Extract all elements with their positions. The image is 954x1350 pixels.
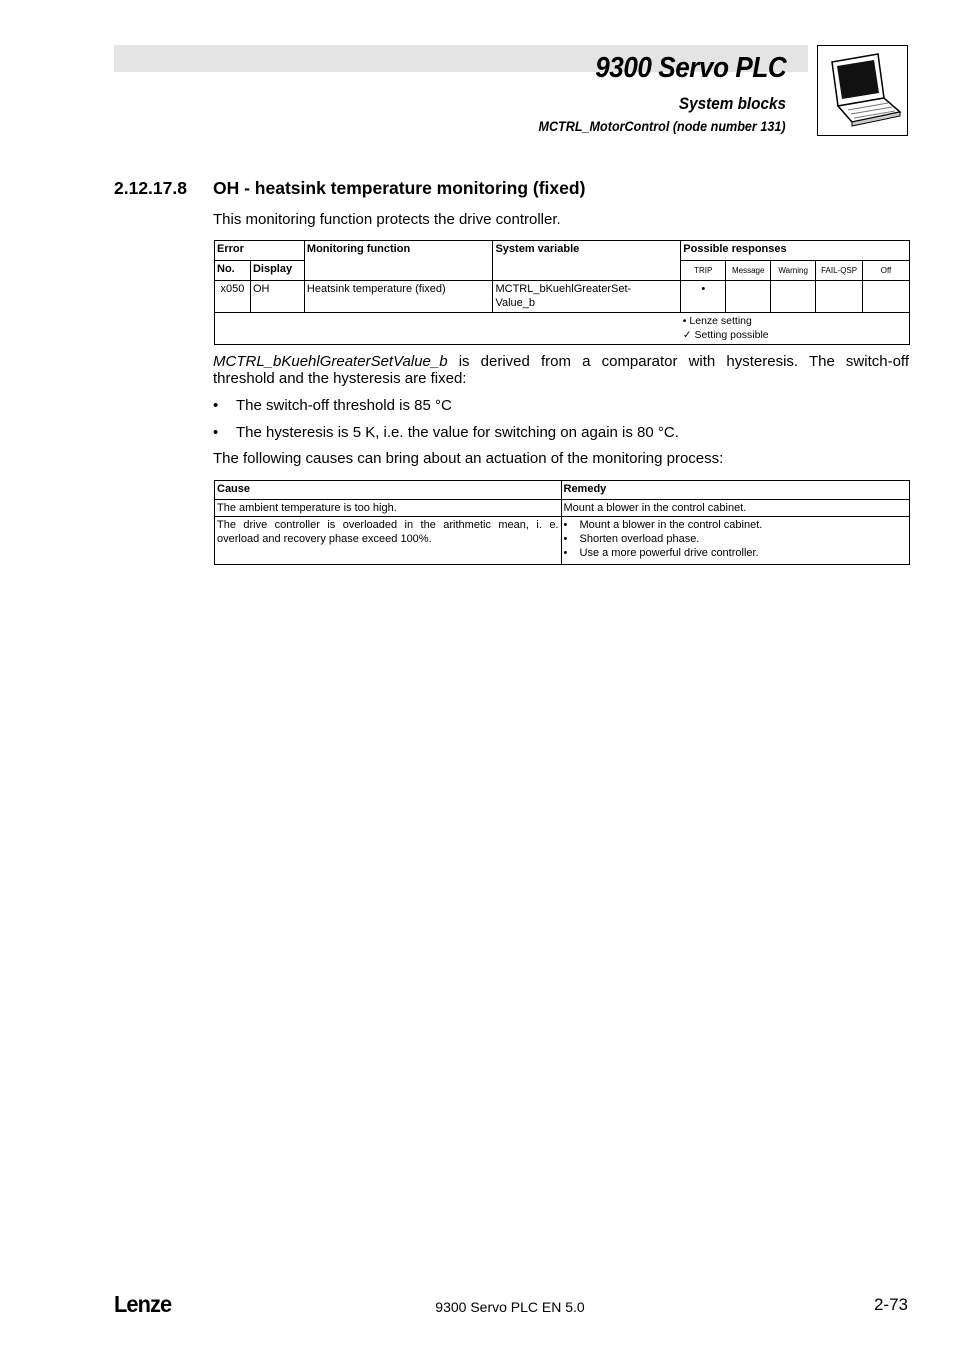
causes-intro: The following causes can bring about an actuation of the monitoring process:	[213, 450, 724, 467]
header-possible-responses: Possible responses	[681, 241, 910, 261]
header-trip: TRIP	[681, 261, 726, 281]
section-title: OH - heatsink temperature monitoring (fixed)	[213, 178, 586, 198]
cause-ambient: The ambient temperature is too high.	[215, 500, 562, 517]
page-number: 2-73	[873, 1295, 908, 1314]
table-row	[215, 281, 910, 313]
description-text: is derived from a comparator with hysteresis. The switch-off threshold and the hysteresis are fixed:	[213, 353, 909, 387]
remedy-item: Mount a blower in the control cabinet.	[579, 519, 763, 531]
header-display: Display	[250, 261, 304, 281]
doc-subtitle: System blocks	[678, 94, 786, 113]
cell-display: OH	[250, 281, 304, 313]
intro-text: This monitoring function protects the drive controller.	[213, 211, 561, 228]
header-warning: Warning	[771, 261, 816, 281]
remedy-item: Shorten overload phase.	[579, 533, 700, 545]
table-row	[215, 517, 910, 565]
monitor-table	[214, 240, 910, 345]
legend-setting-possible: ✓ Setting possible	[682, 329, 769, 341]
header-system-variable: System variable	[493, 241, 681, 281]
lenze-logo: Lenze	[114, 1291, 172, 1317]
list-item: • Shorten overload phase.	[563, 533, 700, 545]
remedy-item: Use a more powerful drive controller.	[579, 547, 759, 559]
cause-table	[214, 480, 910, 565]
laptop-icon	[817, 45, 908, 136]
header-error: Error	[215, 241, 305, 261]
cell-trip: •	[681, 281, 726, 313]
doc-subsubtitle: MCTRL_MotorControl (node number 131)	[538, 118, 786, 134]
table-row	[215, 500, 910, 517]
cause-overload: The drive controller is overloaded in the arithmetic mean, i. e. overload and recovery phase exceed 100%.	[215, 517, 562, 565]
bullet-threshold: • The switch-off threshold is 85 °C	[213, 397, 452, 414]
section-number: 2.12.17.8	[114, 178, 187, 198]
bullet-hysteresis-text: The hysteresis is 5 K, i.e. the value for switching on again is 80 °C.	[236, 424, 679, 441]
variable-name: MCTRL_bKuehlGreaterSetValue_b	[213, 353, 448, 370]
cell-message	[726, 281, 771, 313]
list-item: • Mount a blower in the control cabinet.	[563, 519, 763, 531]
header-no: No.	[215, 261, 251, 281]
cell-sysvar-line1: MCTRL_bKuehlGreaterSet-	[495, 283, 632, 295]
cell-sysvar-line2: Value_b	[495, 297, 536, 309]
doc-title: 9300 Servo PLC	[594, 52, 786, 84]
list-item: • Use a more powerful drive controller.	[563, 547, 759, 559]
cell-sysvar	[493, 281, 681, 313]
header-message: Message	[726, 261, 771, 281]
cell-warning	[771, 281, 816, 313]
header-cause: Cause	[215, 481, 562, 500]
header-monitoring-function: Monitoring function	[304, 241, 493, 281]
legend-spacer	[215, 313, 681, 345]
remedy-overload	[561, 517, 910, 565]
cell-off	[863, 281, 910, 313]
cell-function: Heatsink temperature (fixed)	[304, 281, 493, 313]
description	[213, 353, 909, 387]
bullet-hysteresis: • The hysteresis is 5 K, i.e. the value for switching on again is 80 °C.	[213, 424, 679, 441]
section-heading	[114, 178, 585, 199]
footer-doc-id: 9300 Servo PLC EN 5.0	[435, 1299, 585, 1315]
cell-no: x050	[215, 281, 251, 313]
header-remedy: Remedy	[561, 481, 910, 500]
cell-fail-qsp	[816, 281, 863, 313]
header-fail-qsp: FAIL-QSP	[816, 261, 863, 281]
bullet-threshold-text: The switch-off threshold is 85 °C	[236, 397, 452, 414]
remedy-ambient: Mount a blower in the control cabinet.	[561, 500, 910, 517]
legend-lenze-setting: • Lenze setting	[682, 315, 752, 327]
header-off: Off	[863, 261, 910, 281]
legend	[681, 313, 910, 345]
